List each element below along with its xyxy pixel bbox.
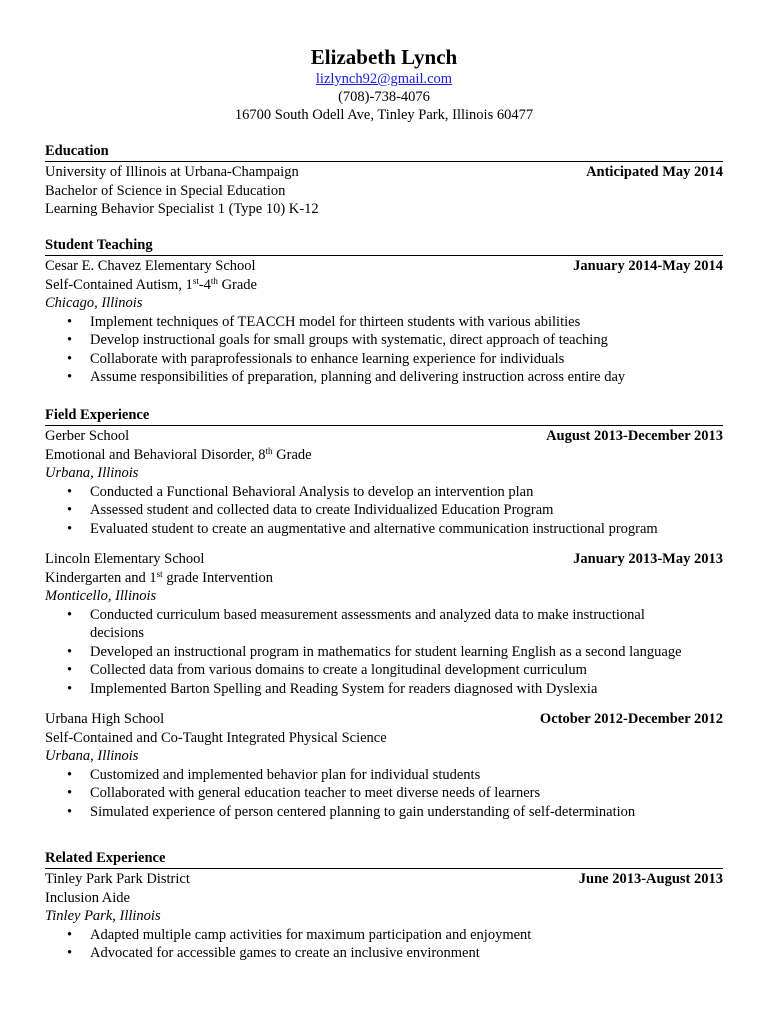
related-date: June 2013-August 2013 [578,871,723,887]
section-title-student-teaching: Student Teaching [45,237,153,253]
list-item: • Conducted a Functional Behavioral Analysis to develop an intervention plan [45,483,723,502]
lincoln-date: January 2013-May 2013 [573,551,723,567]
list-item: • Simulated experience of person centered planning to gain understanding of self-determination [45,803,723,822]
list-item: • Conducted curriculum based measurement assessments and analyzed data to make instructional decisions [45,606,723,643]
lincoln-bullets [45,606,723,699]
student-teaching-bullets [45,313,723,387]
related-role: Inclusion Aide [45,889,130,906]
gerber-bullets [45,483,723,539]
lincoln-location: Monticello, Illinois [45,588,157,604]
gerber-date: August 2013-December 2013 [546,428,723,444]
education-degree: Bachelor of Science in Special Education [45,182,286,199]
section-divider [45,161,723,162]
section-divider [45,425,723,426]
urbana-date: October 2012-December 2012 [539,711,723,727]
applicant-name: Elizabeth Lynch [310,45,458,69]
related-location: Tinley Park, Illinois [45,908,161,924]
student-teaching-date: January 2014-May 2014 [573,258,723,274]
list-item: • Advocated for accessible games to create an inclusive environment [45,944,723,963]
urbana-role: Self-Contained and Co-Taught Integrated Physical Science [45,729,387,746]
student-teaching-section [45,236,723,387]
list-item: • Adapted multiple camp activities for maximum participation and enjoyment [45,926,723,945]
list-item: • Assessed student and collected data to create Individualized Education Program [45,501,723,520]
student-teaching-school: Cesar E. Chavez Elementary School [45,258,256,274]
address: 16700 South Odell Ave, Tinley Park, Illinois 60477 [234,107,534,123]
education-date: Anticipated May 2014 [586,164,723,180]
lincoln-school: Lincoln Elementary School [45,551,205,567]
list-item: • Collaborated with general education teacher to meet diverse needs of learners [45,784,723,803]
lincoln-role: Kindergarten and 1st grade Intervention [45,568,274,586]
related-bullets [45,926,723,963]
list-item: • Implemented Barton Spelling and Reading System for readers diagnosed with Dyslexia [45,680,723,699]
lincoln-entry [45,550,723,698]
list-item: • Collaborate with paraprofessionals to enhance learning experience for individuals [45,350,723,369]
section-title-related-experience: Related Experience [45,850,166,866]
field-experience-section [45,406,723,821]
gerber-role: Emotional and Behavioral Disorder, 8th Grade [45,445,312,463]
section-title-field-experience: Field Experience [45,407,150,423]
list-item: • Develop instructional goals for small groups with systematic, direct approach of teaching [45,331,723,350]
list-item: • Developed an instructional program in mathematics for student learning English as a second language [45,643,723,662]
student-teaching-location: Chicago, Illinois [45,295,143,311]
related-experience-section [45,849,723,963]
list-item: • Evaluated student to create an augmentative and alternative communication instructional program [45,520,723,539]
gerber-school: Gerber School [45,428,130,444]
urbana-bullets [45,766,723,822]
section-divider [45,868,723,869]
gerber-location: Urbana, Illinois [45,465,139,481]
urbana-entry [45,710,723,821]
email-link[interactable]: lizlynch92@gmail.com [315,71,453,87]
education-school: University of Illinois at Urbana-Champaign [45,164,299,180]
list-item: • Implement techniques of TEACCH model for thirteen students with various abilities [45,313,723,332]
phone-number: (708)-738-4076 [338,89,430,105]
section-divider [45,255,723,256]
urbana-location: Urbana, Illinois [45,748,139,764]
resume-header [0,44,768,124]
list-item: • Assume responsibilities of preparation, planning and delivering instruction across entire day [45,368,723,387]
student-teaching-role: Self-Contained Autism, 1st-4th Grade [45,275,257,293]
urbana-school: Urbana High School [45,711,165,727]
related-org: Tinley Park Park District [45,871,190,887]
education-license: Learning Behavior Specialist 1 (Type 10) K-12 [45,201,319,217]
list-item: • Collected data from various domains to create a longitudinal development curriculum [45,661,723,680]
list-item: • Customized and implemented behavior plan for individual students [45,766,723,785]
education-section [45,142,723,219]
section-title-education: Education [45,143,109,159]
gerber-entry [45,427,723,538]
